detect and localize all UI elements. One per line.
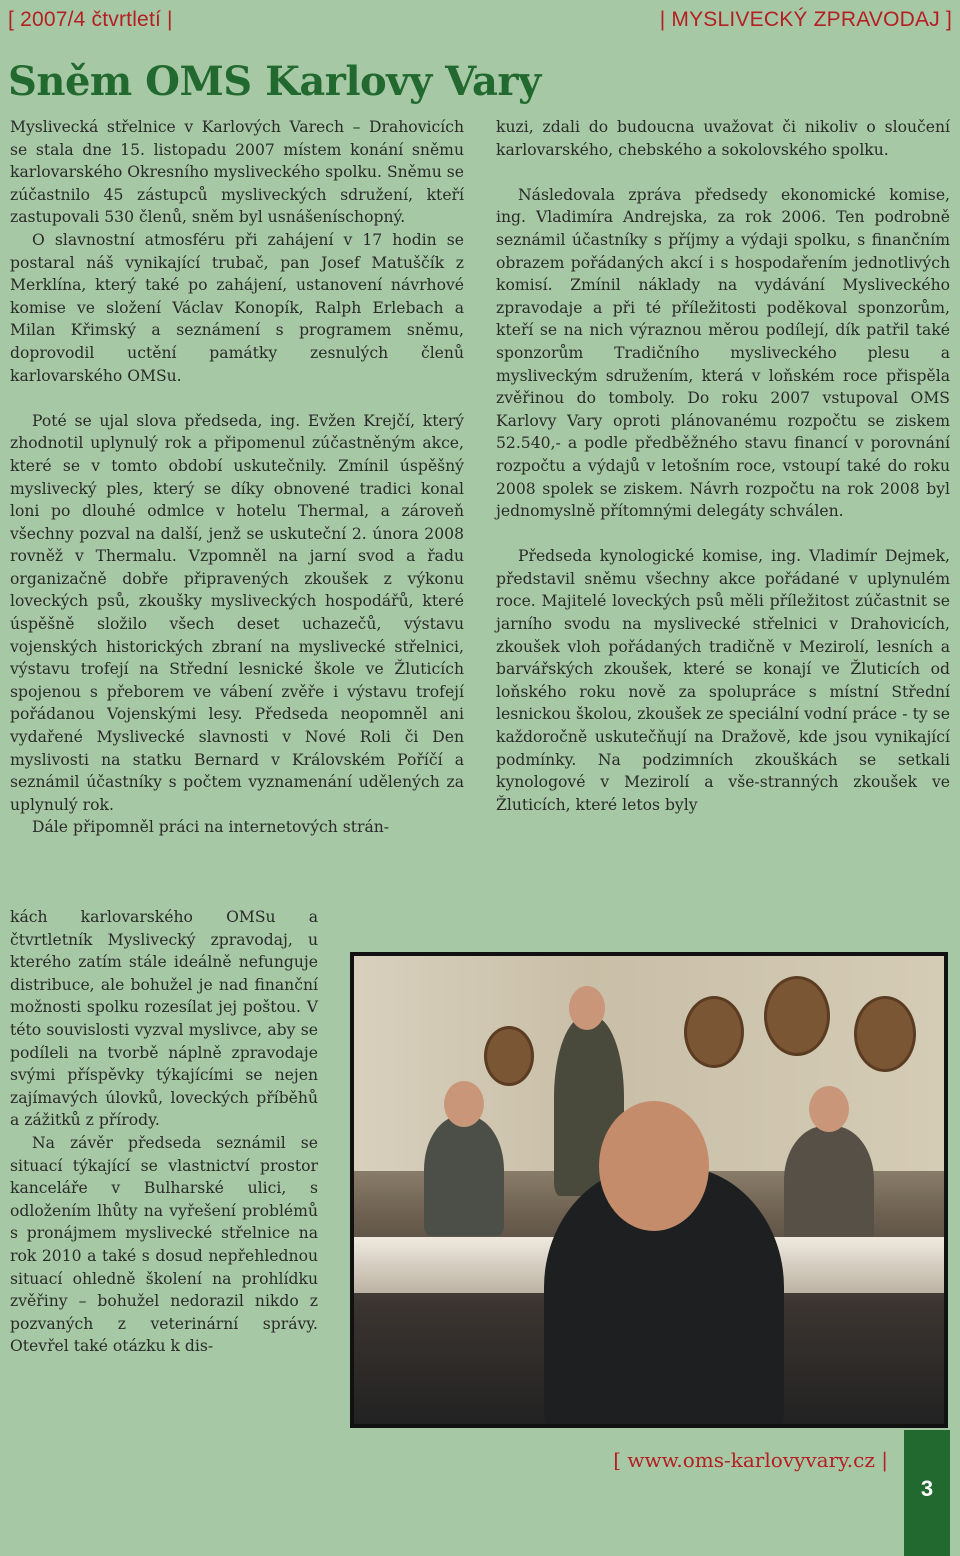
paragraph: kách karlovarského OMSu a čtvrtletník Myslivecký zpravodaj, u kterého zatím stále ideálně nefunguje distribuce, ale bohužel je nad finanční možnosti spolku rozesílat jej poštou. V této souvislosti vyzval myslivce, aby se podíleli na tvorbě náplně zpravodaje svými příspěvky týkajícími se nejen zajímavých úlovků, loveckých příběhů a zážitků z přírody.: [10, 908, 318, 1130]
paragraph: Následovala zpráva předsedy ekonomické komise, ing. Vladimíra Andrejska, za rok 2006. Ten podrobně seznámil účastníky s příjmy a výdaji spolku, s finančním obrazem pořádaných akcí i s hospodařením jednotlivých komisí. Zmínil náklady na vydávání Mysliveckého zpravodaje a při té příležitosti poděkoval sponzorům, kteří se na nich výraznou měrou podílejí, dík patřil také sponzorům Tradičního mysliveckého plesu a mysliveckým sdružením, která v loňském roce přispěla zvěřinou do tomboly. Do roku 2007 vstupoval OMS Karlovy Vary oproti plánovanému rozpočtu se ziskem 52.540,- a podle předběžného stavu financí v porovnání rozpočtu a výdajů v letošním roce, vstoupí také do roku 2008 spolek se ziskem. Návrh rozpočtu na rok 2008 byl jednomyslně přítomnými delegáty schválen.: [496, 185, 950, 521]
head: [599, 1101, 709, 1231]
head: [444, 1081, 484, 1127]
head: [569, 986, 605, 1030]
paragraph: Dále připomněl práci na internetových strán-: [32, 818, 390, 837]
head: [809, 1086, 849, 1132]
paragraph: Poté se ujal slova předseda, ing. Evžen Krejčí, který zhodnotil uplynulý rok a připomenul zúčastněným akce, které se v tomto období uskutečnily. Zmínil úspěšný myslivecký ples, který se díky obnovené tradici konal loni po dlouhé odmlce v hotelu Thermal, a zároveň všechny pozval na další, jenž se uskuteční 2. února 2008 rovněž v Thermalu. Vzpomněl na jarní svod a řadu organizačně dobře připravených zkoušek z výkonu loveckých psů, zkoušky mysliveckých hospodářů, které úspěšně složilo všech deset uchazečů, výstavu vojenských historických zbraní na myslivecké střelnici, výstavu trofejí na Střední lesnické škole ve Žluticích spojenou s přeborem ve vábení zvěře i výstavu trofejí pořádanou Vojenskými lesy. Předseda neopomněl ani vydařené Myslivecké slavnosti v Nové Roli či Den myslivosti na statku Bernard v Královském Poříčí a seznámil účastníky s počtem vyznamenání udělených za uplynulý rok.: [10, 411, 464, 814]
paragraph: Na závěr předseda seznámil se situací týkající se vlastnictví prostor kanceláře v Bulharské ulici, s odložením lhůty na vyřešení problémů s pronájmem myslivecké střelnice na rok 2010 a také s dosud nepřehlednou situací ohledně školení na prohlídku zvěřiny – bohužel nedorazil nikdo z pozvaných z veterinární správy. Otevřel také otázku k dis-: [10, 1133, 318, 1356]
trophy-plaque: [684, 996, 744, 1068]
paragraph: Myslivecká střelnice v Karlových Varech – Drahovicích se stala dne 15. listopadu 2007 místem konání sněmu karlovarského Okresního mysliveckého spolku. Sněmu se zúčastnilo 45 zástupců mysliveckých sdružení, kteří zastupovali 530 členů, sněm byl usnášeníschopný.: [10, 118, 464, 227]
trophy-plaque: [764, 976, 830, 1056]
left-column-top: [10, 116, 464, 839]
paragraph: Předseda kynologické komise, ing. Vladimír Dejmek, představil sněmu všechny akce pořádané v uplynulém roce. Majitelé loveckých psů měli příležitost zúčastnit se jarního svodu na myslivecké střelnici v Drahovicích, zkoušek vloh pořádaných tradičně v Mezirolí, lesních a barvářských zkoušek, které se konají ve Žluticích od loňského roku nově za spolupráce s místní Střední lesnickou školou, zkoušek ze speciální vodní práce - ty se každoročně uskutečňují na Dražově, kde jsou vynikající podmínky. Na podzimních zkouškách se setkali kynologové v Mezirolí a vše-stranných zkoušek ve Žluticích, které letos byly: [496, 547, 950, 814]
page-number: 3: [904, 1430, 950, 1556]
meeting-photo: [350, 952, 948, 1428]
seated-person: [424, 1116, 504, 1236]
right-column: [496, 116, 950, 816]
website-url: [ www.oms-karlovyvary.cz |: [613, 1448, 888, 1472]
trophy-plaque: [854, 996, 916, 1072]
seated-person: [784, 1126, 874, 1246]
left-column-narrow: [10, 906, 318, 1358]
magazine-header: | MYSLIVECKÝ ZPRAVODAJ ]: [659, 8, 952, 31]
trophy-plaque: [484, 1026, 534, 1086]
paragraph: O slavnostní atmosféru při zahájení v 17 hodin se postaral náš vynikající trubač, pan Josef Matuščík z Merklína, který také po zahájení, ustanovení návrhové komise ve složení Václav Konopík, Ralph Erlebach a Milan Křimský a seznámení s programem sněmu, doprovodil uctění památky zesnulých členů karlovarského OMSu.: [10, 230, 464, 385]
article-title: Sněm OMS Karlovy Vary: [8, 58, 541, 105]
paragraph: kuzi, zdali do budoucna uvažovat či nikoliv o sloučení karlovarského, chebského a sokolovského spolku.: [496, 118, 950, 159]
issue-header: [ 2007/4 čtvrtletí |: [8, 8, 173, 31]
